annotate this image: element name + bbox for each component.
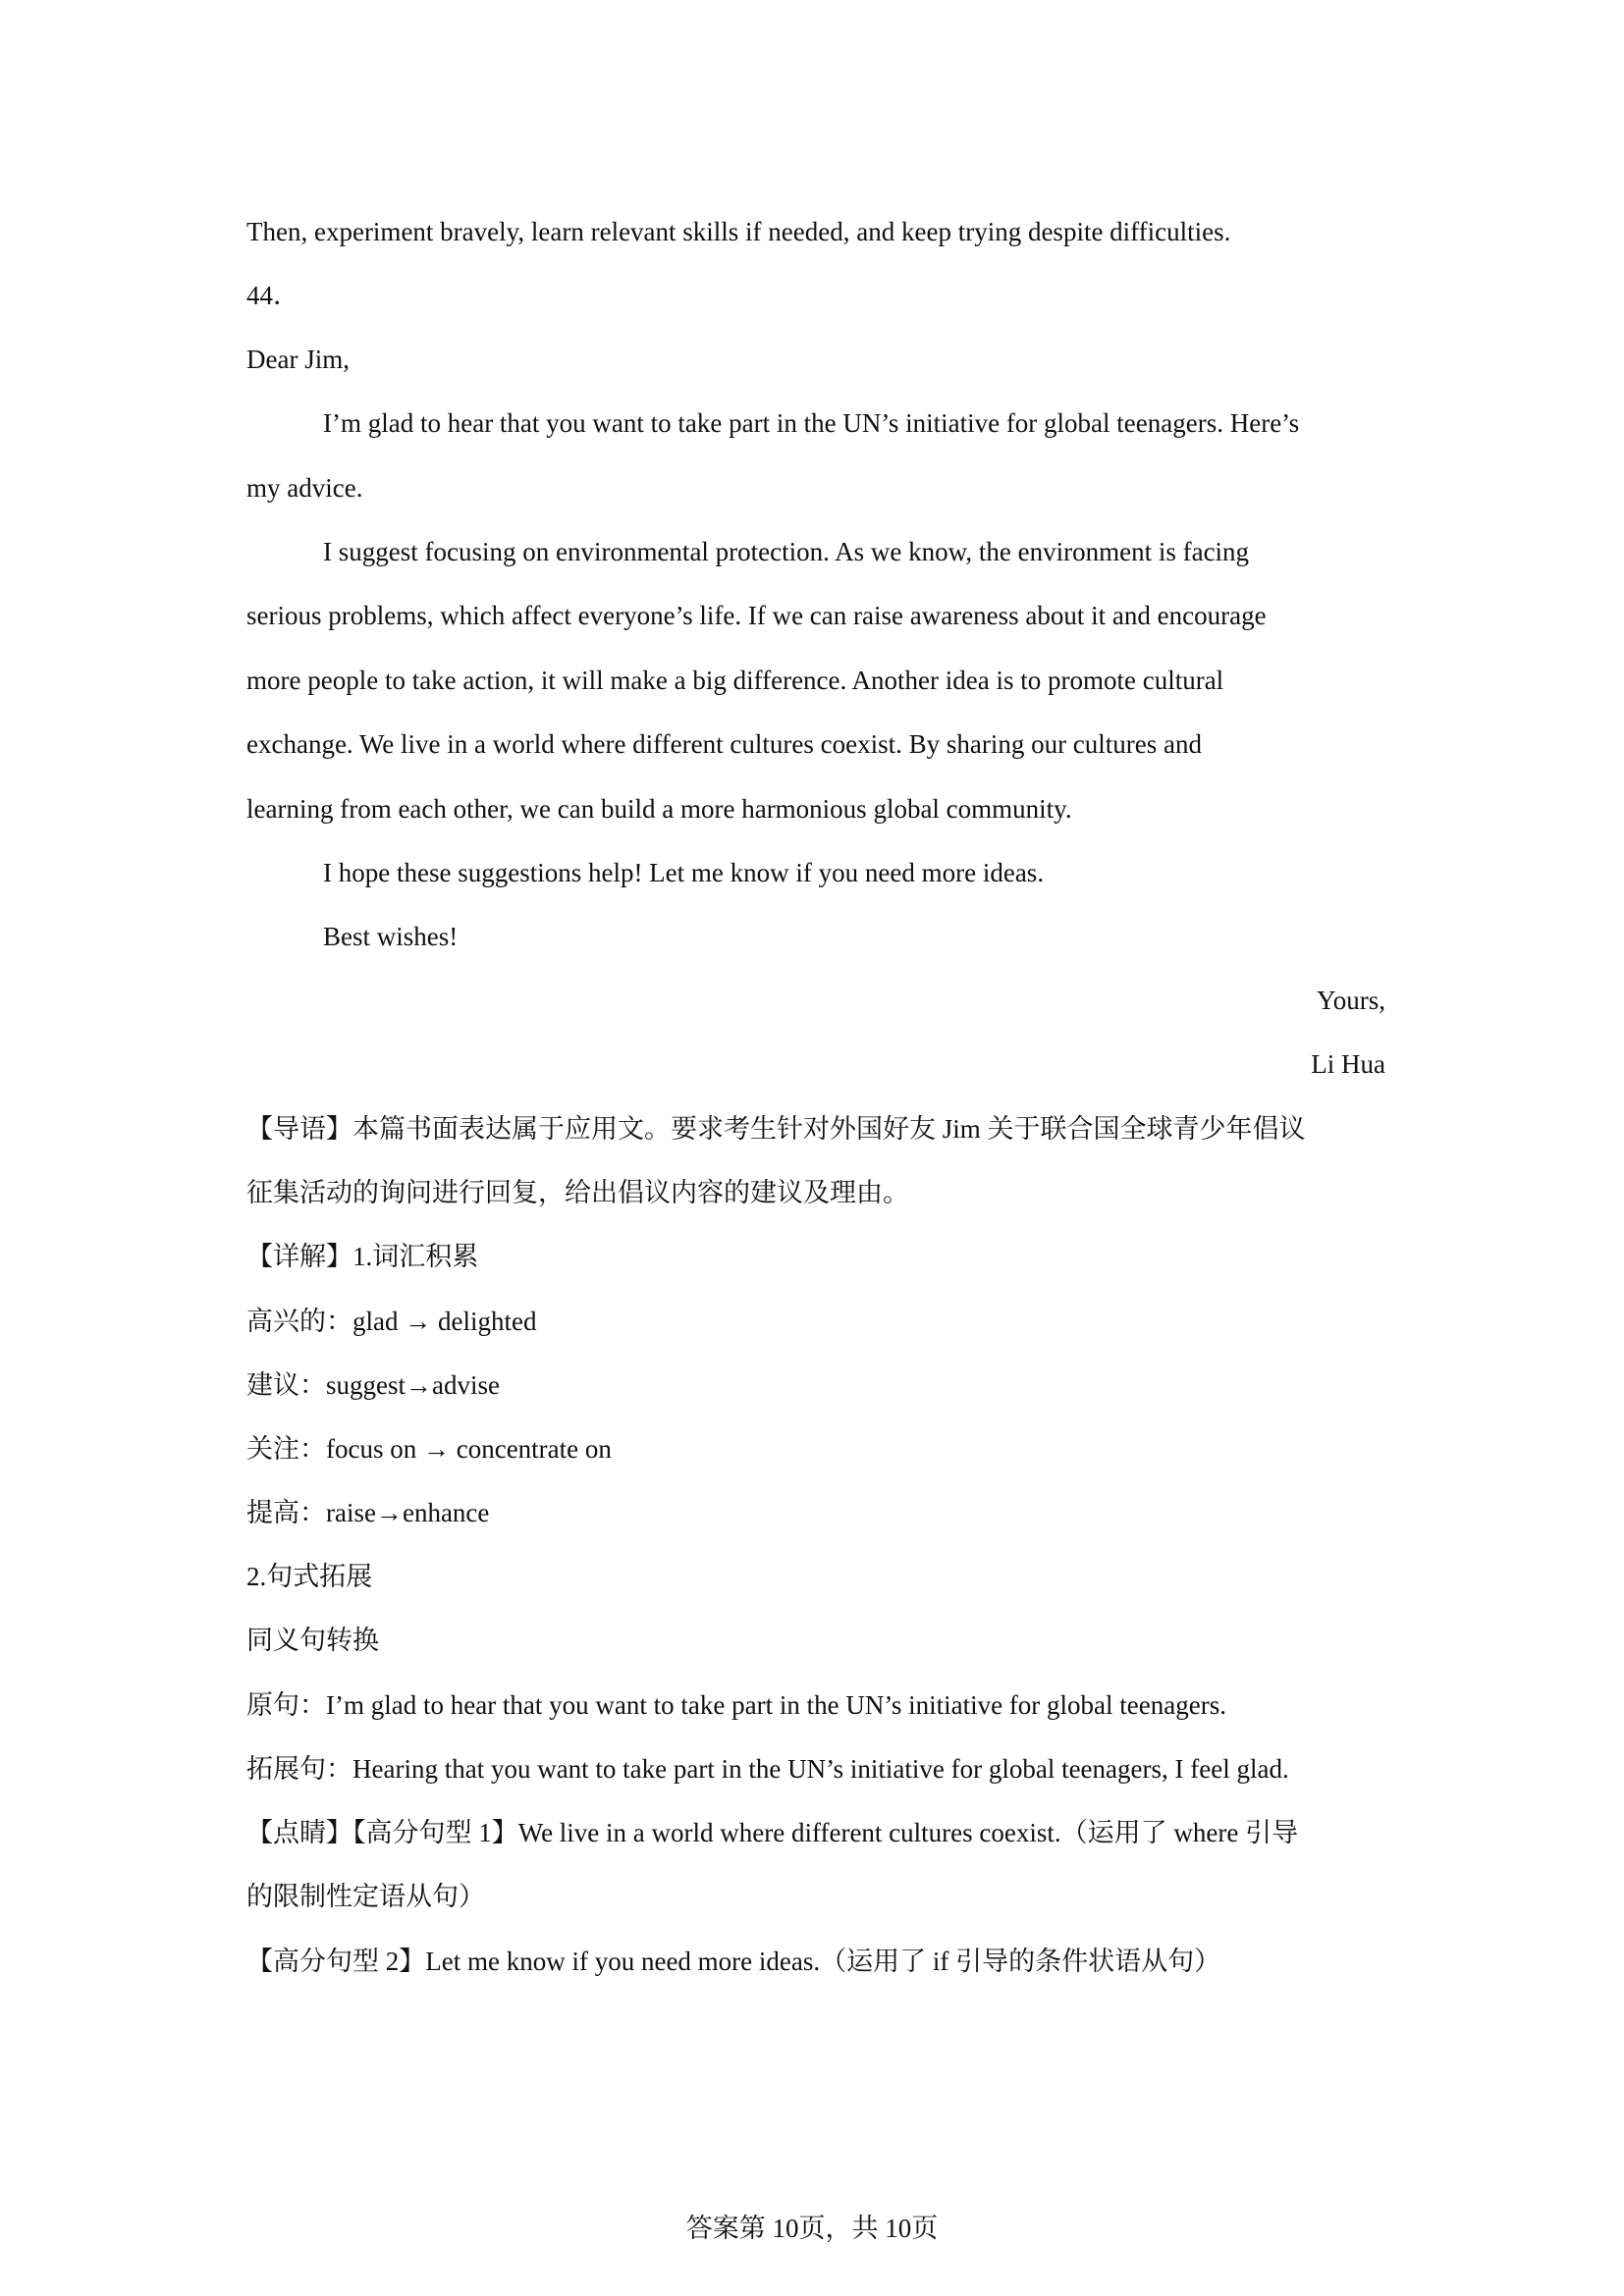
continuation-text: Then, experiment bravely, learn relevant skills if needed, and keep trying despite difficulties. — [246, 217, 1231, 246]
letter-closing: Best wishes! — [323, 922, 459, 951]
letter-paragraph-1-line-1: I’m glad to hear that you want to take part in the UN’s initiative for global teenagers. Here’s — [323, 408, 1300, 438]
question-number: 44． — [246, 281, 299, 310]
vocab-item-glad: 高兴的：glad → delighted — [246, 1307, 537, 1336]
analysis-intro-line-1: 【导语】本篇书面表达属于应用文。要求考生针对外国好友 Jim 关于联合国全球青少年倡议 — [246, 1114, 1306, 1144]
vocab-item-focus-on: 关注：focus on → concentrate on — [246, 1434, 612, 1464]
letter-paragraph-2-line-3: more people to take action, it will make a big difference. Another idea is to promote cultural — [246, 666, 1224, 695]
letter-sign-name: Li Hua — [1311, 1049, 1385, 1079]
expanded-sentence: 拓展句：Hearing that you want to take part in the UN’s initiative for global teenagers, I feel glad. — [246, 1754, 1289, 1784]
vocab-item-raise: 提高：raise→enhance — [246, 1498, 490, 1527]
highlight-pattern-1-line-2: 的限制性定语从句） — [246, 1882, 485, 1911]
sentence-heading: 2.句式拓展 — [246, 1562, 373, 1591]
letter-paragraph-2-line-4: exchange. We live in a world where different cultures coexist. By sharing our cultures and — [246, 729, 1203, 759]
page-footer: 答案第 10页，共 10页 — [685, 2214, 939, 2243]
letter-paragraph-2-line-2: serious problems, which affect everyone’s life. If we can raise awareness about it and encourage — [246, 601, 1267, 630]
original-sentence: 原句：I’m glad to hear that you want to take part in the UN’s initiative for global teenagers. — [246, 1690, 1226, 1720]
vocab-item-suggest: 建议：suggest→advise — [246, 1370, 500, 1400]
letter-greeting: Dear Jim, — [246, 345, 350, 374]
letter-sign-yours: Yours, — [1316, 986, 1385, 1015]
letter-paragraph-1-line-2: my advice. — [246, 473, 363, 503]
letter-paragraph-2-line-1: I suggest focusing on environmental protection. As we know, the environment is facing — [323, 537, 1250, 566]
letter-paragraph-2-line-5: learning from each other, we can build a more harmonious global community. — [246, 794, 1072, 824]
analysis-intro-line-2: 征集活动的询问进行回复，给出倡议内容的建议及理由。 — [246, 1178, 909, 1207]
synonym-heading: 同义句转换 — [246, 1626, 379, 1655]
highlight-pattern-2: 【高分句型 2】Let me know if you need more ideas.（运用了 if 引导的条件状语从句） — [246, 1947, 1221, 1976]
analysis-detail-heading: 【详解】1.词汇积累 — [246, 1242, 479, 1271]
letter-paragraph-3: I hope these suggestions help! Let me know if you need more ideas. — [323, 858, 1045, 887]
highlight-pattern-1-line-1: 【点睛】【高分句型 1】We live in a world where different cultures coexist.（运用了 where 引导 — [246, 1818, 1299, 1847]
